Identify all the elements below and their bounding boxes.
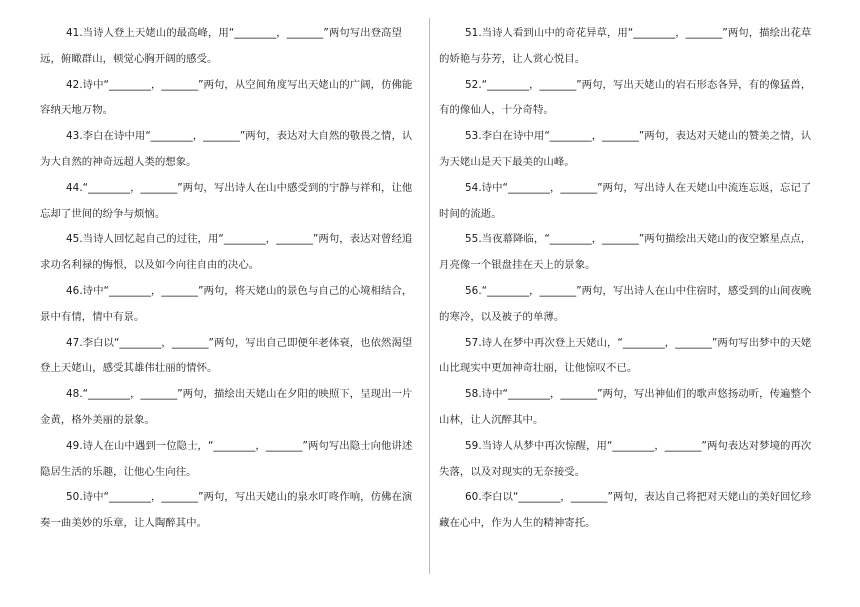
question-59: 59.当诗人从梦中再次惊醒，用“________，_______”两句表达对梦境的再次失落，以及对现实的无奈接受。 xyxy=(439,439,812,478)
left-column xyxy=(40,21,415,537)
question-55: 55.当夜幕降临，“________，_______”两句描绘出天姥山的夜空繁星点点，月亮像一个银盘挂在天上的景象。 xyxy=(439,233,812,272)
question-41: 41.当诗人登上天姥山的最高峰，用“________，_______”两句写出登高望远，俯瞰群山，顿觉心胸开阔的感受。 xyxy=(40,27,402,65)
question-44: 44.“________，_______”两句，写出诗人在山中感受到的宁静与祥和，让他忘却了世间的纷争与烦恼。 xyxy=(40,181,413,220)
question-43: 43.李白在诗中用“________，_______”两句，表达对大自然的敬畏之情，认为大自然的神奇远超人类的想象。 xyxy=(40,130,413,168)
question-45: 45.当诗人回忆起自己的过往，用“________，_______”两句，表达对曾经追求功名利禄的悔恨，以及如今向往自由的决心。 xyxy=(40,233,413,272)
question-46: 46.诗中“________，_______”两句，将天姥山的景色与自己的心境相结合，景中有情，情中有景。 xyxy=(40,284,413,323)
column-divider xyxy=(429,18,430,574)
question-42: 42.诗中“________，_______”两句，从空间角度写出天姥山的广阔，仿佛能容纳天地万物。 xyxy=(40,78,413,117)
question-51: 51.当诗人看到山中的奇花异草，用“________，_______”两句，描绘出花草的娇艳与芬芳，让人赏心悦目。 xyxy=(439,27,812,65)
question-57: 57.诗人在梦中再次登上天姥山，“________，_______”两句写出梦中的天姥山比现实中更加神奇壮丽，让他惊叹不已。 xyxy=(439,336,812,375)
question-49: 49.诗人在山中遇到一位隐士，“________，_______”两句写出隐士向他讲述隐居生活的乐趣，让他心生向往。 xyxy=(40,439,413,478)
question-60: 60.李白以“________，_______”两句，表达自己将把对天姥山的美好回忆珍藏在心中，作为人生的精神寄托。 xyxy=(439,491,812,530)
question-53: 53.李白在诗中用“________，_______”两句，表达对天姥山的赞美之情，认为天姥山是天下最美的山峰。 xyxy=(439,130,812,168)
question-52: 52.“________，_______”两句，写出天姥山的岩石形态各异，有的像猛兽，有的像仙人，十分奇特。 xyxy=(439,78,812,117)
question-58: 58.诗中“________，_______”两句，写出神仙们的歌声悠扬动听，传遍整个山林，让人沉醉其中。 xyxy=(439,388,812,426)
question-56: 56.“________，_______”两句，写出诗人在山中住宿时，感受到的山间夜晚的寒冷，以及被子的单薄。 xyxy=(439,284,812,323)
question-50: 50.诗中“________，_______”两句，写出天姥山的泉水叮咚作响，仿佛在演奏一曲美妙的乐章，让人陶醉其中。 xyxy=(40,491,413,530)
question-54: 54.诗中“________，_______”两句，写出诗人在天姥山中流连忘返，忘记了时间的流逝。 xyxy=(439,181,812,220)
right-column xyxy=(439,21,814,537)
question-48: 48.“________，_______”两句，描绘出天姥山在夕阳的映照下，呈现出一片金黄，格外美丽的景象。 xyxy=(40,388,413,426)
question-47: 47.李白以“________，_______”两句，写出自己即便年老体衰，也依然渴望登上天姥山，感受其雄伟壮丽的情怀。 xyxy=(40,336,413,375)
